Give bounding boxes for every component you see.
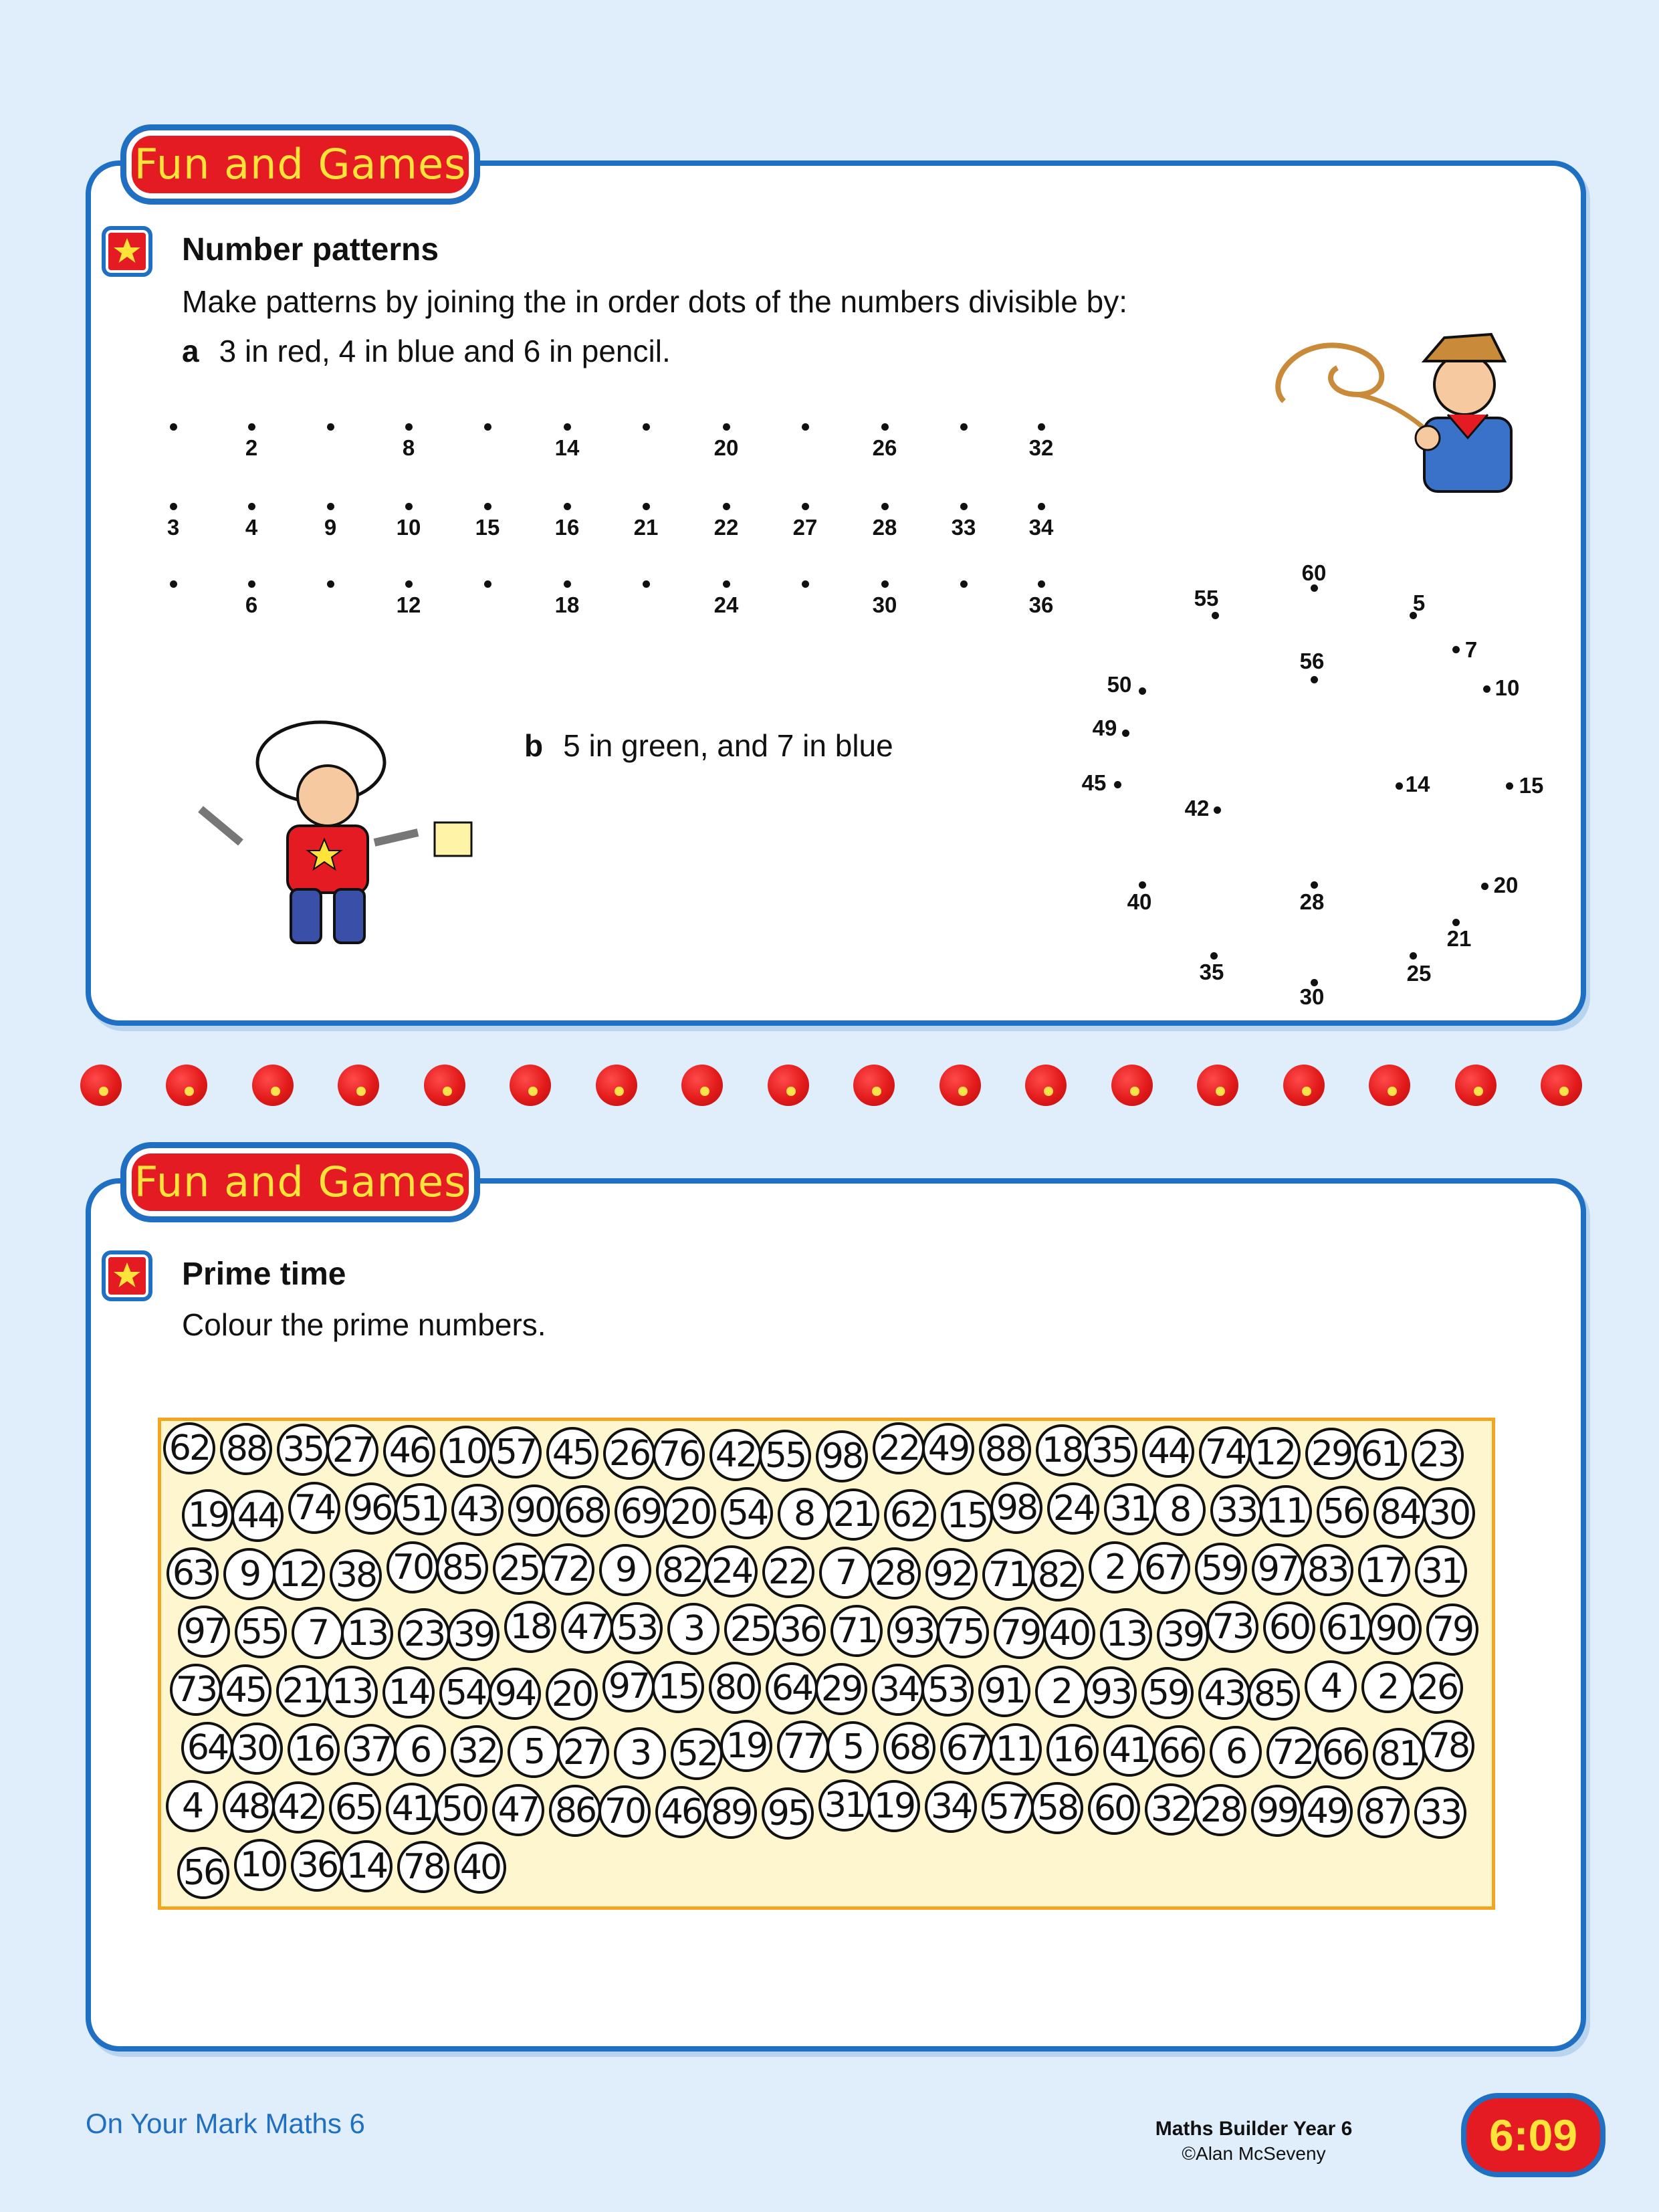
dot-label: 33 xyxy=(951,515,976,540)
number-circle[interactable]: 24 xyxy=(1047,1482,1099,1535)
number-circle[interactable]: 26 xyxy=(1411,1662,1463,1714)
number-circle[interactable]: 97 xyxy=(1252,1543,1304,1595)
cowboy-lasso-illustration xyxy=(1257,321,1538,508)
number-circle[interactable]: 87 xyxy=(1357,1786,1410,1838)
decor-dot xyxy=(1541,1065,1582,1106)
dot xyxy=(643,503,650,510)
number-circle[interactable]: 36 xyxy=(291,1840,343,1892)
number-circle[interactable]: 88 xyxy=(979,1424,1031,1476)
number-circle[interactable]: 8 xyxy=(778,1488,830,1540)
number-circle[interactable]: 29 xyxy=(815,1663,867,1715)
decor-dot xyxy=(681,1065,723,1106)
number-circle[interactable]: 77 xyxy=(777,1721,829,1773)
dot xyxy=(1038,423,1045,431)
part-b-label: b xyxy=(524,728,544,763)
number-circle[interactable]: 31 xyxy=(818,1779,871,1832)
number-circle[interactable]: 43 xyxy=(451,1484,504,1536)
number-circle[interactable]: 18 xyxy=(1036,1424,1088,1476)
dot xyxy=(643,423,650,431)
dot-label: 56 xyxy=(1299,649,1325,673)
dot xyxy=(723,580,730,588)
prime-number-grid xyxy=(158,1418,1495,1910)
dot-label: 30 xyxy=(872,592,897,617)
number-circle[interactable]: 45 xyxy=(219,1664,271,1717)
number-circle[interactable]: 50 xyxy=(435,1783,487,1836)
dot xyxy=(327,503,334,510)
number-circle[interactable]: 13 xyxy=(326,1666,378,1718)
number-circle[interactable]: 34 xyxy=(925,1781,977,1833)
dot-label: 34 xyxy=(1028,515,1054,540)
number-circle[interactable]: 49 xyxy=(1301,1785,1353,1838)
number-circle[interactable]: 29 xyxy=(1305,1428,1357,1480)
dot-label: 28 xyxy=(1299,889,1325,914)
number-circle[interactable]: 59 xyxy=(1195,1543,1247,1595)
number-circle[interactable]: 10 xyxy=(440,1426,492,1478)
number-circle[interactable]: 60 xyxy=(1088,1783,1140,1835)
number-circle[interactable]: 88 xyxy=(220,1423,272,1475)
number-circle[interactable]: 46 xyxy=(383,1425,435,1477)
number-circle[interactable]: 97 xyxy=(178,1606,230,1658)
number-circle[interactable]: 85 xyxy=(1248,1668,1300,1721)
number-circle[interactable]: 23 xyxy=(1412,1429,1464,1481)
section-heading: Number patterns xyxy=(182,232,439,267)
number-circle[interactable]: 71 xyxy=(831,1605,883,1657)
number-circle[interactable]: 2 xyxy=(1089,1541,1141,1593)
number-circle[interactable]: 19 xyxy=(720,1720,772,1772)
number-circle[interactable]: 16 xyxy=(288,1723,340,1775)
number-circle[interactable]: 79 xyxy=(994,1607,1046,1659)
number-circle[interactable]: 20 xyxy=(546,1668,598,1721)
dot-label: 15 xyxy=(1519,773,1544,798)
number-circle[interactable]: 70 xyxy=(598,1785,651,1838)
number-circle[interactable]: 54 xyxy=(439,1667,491,1719)
dot-label: 40 xyxy=(1127,889,1152,914)
dot-label: 12 xyxy=(396,592,421,617)
number-circle[interactable]: 61 xyxy=(1355,1428,1407,1480)
star-icon xyxy=(102,1250,152,1301)
dot-label: 27 xyxy=(792,515,818,540)
decor-dot xyxy=(510,1065,551,1106)
dot-label: 60 xyxy=(1301,560,1327,585)
number-circle[interactable]: 42 xyxy=(709,1429,762,1481)
dot xyxy=(564,503,571,510)
decor-dot xyxy=(1283,1065,1325,1106)
number-circle[interactable]: 44 xyxy=(231,1490,284,1542)
number-circle[interactable]: 57 xyxy=(489,1426,542,1478)
dot-label: 10 xyxy=(396,515,421,540)
number-circle[interactable]: 53 xyxy=(921,1664,974,1717)
number-circle[interactable]: 41 xyxy=(1103,1725,1155,1777)
number-circle[interactable]: 90 xyxy=(508,1484,560,1537)
dot xyxy=(723,503,730,510)
decor-dot xyxy=(768,1065,809,1106)
dot xyxy=(327,423,334,431)
number-circle[interactable]: 51 xyxy=(395,1483,447,1535)
number-circle[interactable]: 33 xyxy=(1414,1787,1466,1839)
book-title: On Your Mark Maths 6 xyxy=(86,2108,365,2139)
dot-label: 18 xyxy=(554,592,580,617)
dot xyxy=(170,580,177,588)
number-circle[interactable]: 54 xyxy=(721,1487,773,1539)
number-circle[interactable]: 18 xyxy=(504,1601,556,1653)
number-circle[interactable]: 96 xyxy=(345,1482,397,1535)
number-circle[interactable]: 13 xyxy=(1100,1608,1152,1660)
number-circle[interactable]: 11 xyxy=(1260,1485,1312,1537)
number-circle[interactable]: 65 xyxy=(329,1782,381,1834)
number-circle[interactable]: 84 xyxy=(1373,1486,1426,1539)
dot-label: 4 xyxy=(245,515,258,540)
sheriff-kid-illustration xyxy=(187,709,488,956)
number-circle[interactable]: 74 xyxy=(1199,1426,1251,1478)
dot-label: 20 xyxy=(1493,873,1519,897)
dot xyxy=(1038,503,1045,510)
dot xyxy=(723,423,730,431)
number-circle[interactable]: 22 xyxy=(873,1422,925,1474)
number-circle[interactable]: 9 xyxy=(599,1544,651,1596)
number-circle[interactable]: 93 xyxy=(1085,1666,1137,1719)
number-circle[interactable]: 49 xyxy=(922,1423,974,1475)
number-circle[interactable]: 94 xyxy=(489,1668,541,1720)
number-circle[interactable]: 95 xyxy=(762,1787,814,1840)
number-circle[interactable]: 62 xyxy=(163,1422,215,1474)
dot xyxy=(484,423,491,431)
dot-label: 22 xyxy=(713,515,739,540)
number-circle[interactable]: 73 xyxy=(1206,1601,1258,1653)
number-circle[interactable]: 19 xyxy=(182,1489,234,1541)
number-circle[interactable]: 8 xyxy=(1153,1484,1206,1536)
number-circle[interactable]: 61 xyxy=(1320,1602,1372,1654)
dot-label: 21 xyxy=(633,515,659,540)
number-circle[interactable]: 19 xyxy=(868,1780,920,1832)
number-circle[interactable]: 39 xyxy=(1157,1609,1209,1661)
number-circle[interactable]: 85 xyxy=(436,1542,488,1594)
part-b xyxy=(524,728,893,764)
number-circle[interactable]: 21 xyxy=(276,1665,328,1717)
number-circle[interactable]: 64 xyxy=(181,1722,233,1774)
number-circle[interactable]: 97 xyxy=(602,1660,655,1712)
dot xyxy=(1210,952,1218,960)
number-circle[interactable]: 11 xyxy=(990,1723,1042,1775)
dot xyxy=(802,580,809,588)
decor-dot xyxy=(424,1065,465,1106)
number-circle[interactable]: 56 xyxy=(177,1847,229,1899)
number-circle[interactable]: 86 xyxy=(549,1785,601,1837)
decor-dot xyxy=(1111,1065,1153,1106)
dot xyxy=(1452,919,1460,926)
number-circle[interactable]: 27 xyxy=(326,1424,378,1476)
number-circle[interactable]: 12 xyxy=(1248,1427,1301,1479)
dot-label: 35 xyxy=(1199,960,1224,984)
dot xyxy=(1410,952,1417,960)
number-circle[interactable]: 6 xyxy=(1210,1726,1262,1778)
dot-label: 24 xyxy=(713,592,739,617)
dot xyxy=(248,580,255,588)
number-circle[interactable]: 68 xyxy=(558,1485,610,1537)
number-circle[interactable]: 10 xyxy=(234,1839,286,1891)
number-circle[interactable]: 16 xyxy=(1046,1724,1099,1776)
dot xyxy=(1212,612,1219,619)
number-circle[interactable]: 34 xyxy=(872,1664,924,1716)
number-circle[interactable]: 72 xyxy=(1266,1727,1319,1779)
dot xyxy=(960,580,968,588)
number-circle[interactable]: 13 xyxy=(341,1608,393,1660)
dot-label: 15 xyxy=(475,515,500,540)
dot xyxy=(881,580,889,588)
number-circle[interactable]: 78 xyxy=(1422,1720,1474,1772)
number-circle[interactable]: 14 xyxy=(382,1666,435,1719)
dot-label: 14 xyxy=(1405,772,1430,796)
section-tab: Fun and Games xyxy=(120,1142,480,1222)
number-circle[interactable]: 55 xyxy=(235,1606,287,1658)
dot-label: 16 xyxy=(554,515,580,540)
number-circle[interactable]: 40 xyxy=(454,1842,506,1894)
number-circle[interactable]: 41 xyxy=(386,1783,438,1835)
number-circle[interactable]: 81 xyxy=(1373,1728,1425,1780)
number-circle[interactable]: 36 xyxy=(774,1604,826,1656)
number-circle[interactable]: 47 xyxy=(561,1601,613,1654)
series-title: Maths Builder Year 6 xyxy=(1155,2118,1353,2140)
dot xyxy=(1038,580,1045,588)
number-circle[interactable]: 56 xyxy=(1317,1486,1369,1538)
dot-label: 2 xyxy=(245,435,258,460)
number-circle[interactable]: 48 xyxy=(223,1781,275,1833)
number-circle[interactable]: 32 xyxy=(1145,1783,1197,1836)
dot xyxy=(960,503,968,510)
decor-dot xyxy=(1025,1065,1067,1106)
number-circle[interactable]: 47 xyxy=(492,1784,544,1836)
number-circle[interactable]: 82 xyxy=(1032,1549,1084,1601)
number-circle[interactable]: 74 xyxy=(288,1482,340,1534)
number-circle[interactable]: 57 xyxy=(982,1781,1034,1834)
dot-label: 45 xyxy=(1081,770,1107,795)
number-circle[interactable]: 3 xyxy=(614,1727,666,1779)
decor-dot xyxy=(1455,1065,1497,1106)
instruction-text: Make patterns by joining the in order dots of the numbers divisible by: xyxy=(182,284,1127,319)
dot-label: 25 xyxy=(1406,961,1432,986)
number-circle[interactable]: 38 xyxy=(330,1549,382,1601)
dot xyxy=(327,580,334,588)
number-circle[interactable]: 25 xyxy=(493,1543,545,1595)
dot xyxy=(564,423,571,431)
dot-label: 50 xyxy=(1107,672,1132,697)
number-circle[interactable]: 93 xyxy=(887,1606,939,1658)
number-circle[interactable]: 60 xyxy=(1263,1601,1315,1654)
dot-label: 49 xyxy=(1092,715,1117,740)
number-circle[interactable]: 71 xyxy=(982,1549,1034,1601)
dot xyxy=(802,503,809,510)
number-circle[interactable]: 68 xyxy=(883,1722,935,1774)
number-circle[interactable]: 2 xyxy=(1361,1661,1414,1713)
number-circle[interactable]: 45 xyxy=(546,1427,598,1479)
dot xyxy=(248,423,255,431)
number-circle[interactable]: 46 xyxy=(655,1786,707,1838)
number-circle[interactable]: 5 xyxy=(508,1726,560,1778)
dot xyxy=(170,423,177,431)
number-circle[interactable]: 14 xyxy=(340,1840,393,1892)
decor-dot xyxy=(596,1065,637,1106)
number-circle[interactable]: 53 xyxy=(611,1602,663,1654)
decor-dot xyxy=(853,1065,895,1106)
instruction-text: Colour the prime numbers. xyxy=(182,1307,546,1342)
number-circle[interactable]: 63 xyxy=(167,1547,219,1599)
dot-label: 6 xyxy=(245,592,258,617)
number-circle[interactable]: 67 xyxy=(940,1723,992,1775)
number-circle[interactable]: 4 xyxy=(1305,1660,1357,1712)
number-circle[interactable]: 9 xyxy=(223,1548,275,1600)
part-a xyxy=(182,333,671,369)
part-b-text: 5 in green, and 7 in blue xyxy=(563,728,893,763)
dot xyxy=(484,503,491,510)
number-circle[interactable]: 30 xyxy=(1423,1487,1475,1539)
dot xyxy=(405,503,413,510)
number-circle[interactable]: 5 xyxy=(826,1721,879,1773)
number-circle[interactable]: 12 xyxy=(273,1549,325,1601)
number-circle[interactable]: 6 xyxy=(394,1725,446,1777)
decor-dot xyxy=(252,1065,294,1106)
number-circle[interactable]: 66 xyxy=(1153,1725,1205,1777)
number-circle[interactable]: 62 xyxy=(884,1489,936,1541)
number-circle[interactable]: 80 xyxy=(709,1662,761,1714)
dot xyxy=(1311,881,1318,889)
decor-dot xyxy=(1197,1065,1238,1106)
dot xyxy=(960,423,968,431)
number-circle[interactable]: 27 xyxy=(557,1727,609,1779)
decor-dot xyxy=(939,1065,981,1106)
number-circle[interactable]: 23 xyxy=(398,1608,450,1660)
dot-label: 42 xyxy=(1184,796,1210,820)
number-circle[interactable]: 42 xyxy=(272,1781,324,1834)
decor-dot xyxy=(166,1065,207,1106)
dot-label: 36 xyxy=(1028,592,1054,617)
number-circle[interactable]: 64 xyxy=(766,1662,818,1715)
section-tab: Fun and Games xyxy=(120,124,480,205)
dot-label: 21 xyxy=(1446,926,1472,951)
number-circle[interactable]: 99 xyxy=(1251,1785,1303,1837)
number-circle[interactable]: 59 xyxy=(1141,1667,1194,1719)
number-circle[interactable]: 32 xyxy=(451,1725,503,1777)
dot-label: 55 xyxy=(1194,586,1219,611)
number-circle[interactable]: 3 xyxy=(667,1603,720,1655)
dot-label: 28 xyxy=(872,515,897,540)
number-circle[interactable]: 35 xyxy=(1085,1425,1137,1477)
dot xyxy=(1311,676,1318,683)
number-circle[interactable]: 44 xyxy=(1142,1426,1194,1478)
dot-label: 14 xyxy=(554,435,580,460)
dot xyxy=(405,423,413,431)
number-circle[interactable]: 98 xyxy=(816,1430,868,1482)
number-circle[interactable]: 7 xyxy=(292,1607,344,1659)
number-circle[interactable]: 89 xyxy=(705,1787,757,1839)
dot xyxy=(802,423,809,431)
section-heading: Prime time xyxy=(182,1256,346,1292)
decor-dot xyxy=(80,1065,122,1106)
dot xyxy=(170,503,177,510)
number-circle[interactable]: 25 xyxy=(724,1603,776,1656)
number-circle[interactable]: 91 xyxy=(978,1665,1030,1717)
number-circle[interactable]: 70 xyxy=(386,1541,439,1593)
dot-label: 30 xyxy=(1299,984,1325,1009)
part-a-label: a xyxy=(182,334,199,368)
number-circle[interactable]: 73 xyxy=(170,1664,222,1716)
number-circle[interactable]: 40 xyxy=(1043,1608,1095,1660)
dot-label: 9 xyxy=(324,515,337,540)
decor-dot xyxy=(1369,1065,1410,1106)
number-circle[interactable]: 92 xyxy=(925,1548,978,1600)
number-circle[interactable]: 75 xyxy=(937,1606,989,1658)
number-circle[interactable]: 17 xyxy=(1358,1545,1410,1597)
dot-label: 10 xyxy=(1495,675,1520,700)
number-circle[interactable]: 2 xyxy=(1035,1666,1087,1718)
dot xyxy=(881,423,889,431)
number-circle[interactable]: 98 xyxy=(990,1482,1042,1534)
decor-dot xyxy=(338,1065,379,1106)
number-circle[interactable]: 55 xyxy=(759,1430,811,1482)
number-circle[interactable]: 15 xyxy=(941,1490,993,1542)
number-circle[interactable]: 26 xyxy=(603,1428,655,1480)
number-circle[interactable]: 20 xyxy=(664,1486,716,1539)
number-circle[interactable]: 43 xyxy=(1198,1668,1250,1720)
number-circle[interactable]: 82 xyxy=(656,1545,708,1597)
dot xyxy=(248,503,255,510)
dot xyxy=(484,580,491,588)
number-circle[interactable]: 21 xyxy=(827,1488,879,1541)
number-circle[interactable]: 78 xyxy=(397,1841,449,1893)
number-circle[interactable]: 90 xyxy=(1369,1603,1422,1655)
dot-label: 8 xyxy=(402,435,415,460)
dot xyxy=(643,580,650,588)
number-circle[interactable]: 76 xyxy=(653,1428,705,1480)
number-circle[interactable]: 35 xyxy=(277,1424,329,1476)
number-circle[interactable]: 58 xyxy=(1031,1782,1083,1834)
dot-label: 26 xyxy=(872,435,897,460)
number-circle[interactable]: 66 xyxy=(1316,1727,1368,1779)
number-circle[interactable]: 31 xyxy=(1415,1545,1467,1597)
dot xyxy=(1139,881,1146,889)
dot-label: 5 xyxy=(1412,590,1426,615)
number-circle[interactable]: 52 xyxy=(671,1728,723,1780)
dot xyxy=(881,503,889,510)
dot xyxy=(564,580,571,588)
number-circle[interactable]: 30 xyxy=(231,1723,283,1775)
number-circle[interactable]: 33 xyxy=(1210,1484,1262,1537)
number-circle[interactable]: 22 xyxy=(762,1546,814,1598)
number-circle[interactable]: 7 xyxy=(819,1547,871,1599)
number-circle[interactable]: 28 xyxy=(869,1547,921,1599)
number-circle[interactable]: 15 xyxy=(652,1661,704,1713)
number-circle[interactable]: 24 xyxy=(705,1545,758,1597)
number-circle[interactable]: 28 xyxy=(1194,1784,1246,1836)
dot-label: 3 xyxy=(167,515,180,540)
dot-label: 32 xyxy=(1028,435,1054,460)
part-a-text: 3 in red, 4 in blue and 6 in pencil. xyxy=(219,334,671,368)
number-circle[interactable]: 39 xyxy=(447,1609,500,1661)
number-circle[interactable]: 67 xyxy=(1138,1542,1190,1594)
number-circle[interactable]: 37 xyxy=(344,1724,397,1776)
number-circle[interactable]: 72 xyxy=(542,1543,594,1595)
star-icon xyxy=(102,226,152,277)
number-circle[interactable]: 31 xyxy=(1104,1483,1156,1535)
number-circle[interactable]: 69 xyxy=(615,1486,667,1538)
number-circle[interactable]: 83 xyxy=(1301,1544,1353,1596)
dot-label: 7 xyxy=(1464,637,1478,662)
page-number-badge: 6:09 xyxy=(1461,2093,1606,2177)
dot xyxy=(405,580,413,588)
copyright: ©Alan McSeveny xyxy=(1182,2143,1326,2164)
dot-label: 20 xyxy=(713,435,739,460)
number-circle[interactable]: 79 xyxy=(1426,1603,1478,1656)
number-circle[interactable]: 4 xyxy=(166,1780,218,1832)
